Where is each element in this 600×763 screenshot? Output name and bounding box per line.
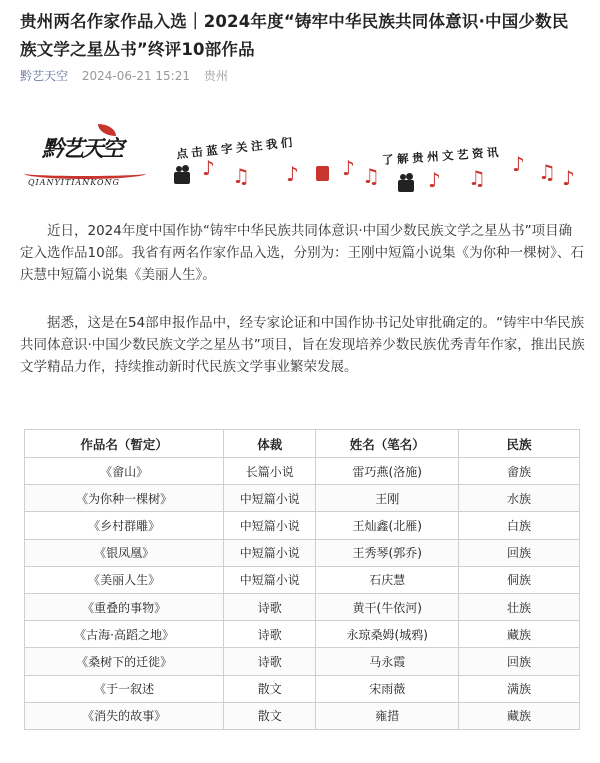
follow-banner[interactable] — [24, 122, 580, 194]
cell-ethnicity: 畲族 — [459, 458, 580, 485]
music-note-icon: ♪ — [202, 156, 215, 180]
header-author: 姓名（笔名） — [316, 430, 459, 458]
music-note-icon: ♪ — [342, 156, 355, 180]
music-note-icon: ♪ — [428, 168, 441, 192]
works-table — [24, 429, 580, 730]
cell-title: 《古海·高蹈之地》 — [25, 621, 224, 648]
music-note-icon: ♪ — [286, 162, 299, 186]
cell-genre: 诗歌 — [224, 621, 316, 648]
cell-ethnicity: 回族 — [459, 648, 580, 675]
music-note-icon: ♪ — [562, 166, 575, 190]
table-row — [25, 621, 580, 648]
table-row — [25, 539, 580, 566]
slogan-learn: 了解贵州文艺资讯 — [381, 144, 503, 168]
music-note-icon: ♫ — [468, 166, 486, 190]
header-genre: 体裁 — [224, 430, 316, 458]
music-note-icon: ♫ — [538, 160, 556, 184]
cell-author: 宋雨薇 — [316, 675, 459, 702]
paragraph-detail: 据悉，这是在54部申报作品中，经专家论证和中国作协书记处审批确定的。“铸牢中华民族共同体意识·中国少数民族文学之星丛书”项目，旨在发现培养少数民族优秀青年作家，推出民族文学精品力作，持续推动新时代民族文学事业繁荣发展。 — [20, 315, 585, 375]
cell-ethnicity: 白族 — [459, 512, 580, 539]
table-row — [25, 675, 580, 702]
cell-author: 王秀琴(郭乔) — [316, 539, 459, 566]
cell-author: 雍措 — [316, 702, 459, 729]
cell-genre: 诗歌 — [224, 648, 316, 675]
music-note-icon: ♪ — [512, 152, 525, 176]
source-link[interactable]: 黔艺天空 — [20, 69, 69, 83]
cell-author: 王刚 — [316, 485, 459, 512]
logo-text-cn: 黔艺天空 — [42, 136, 123, 162]
cell-genre: 中短篇小说 — [224, 485, 316, 512]
cell-genre: 诗歌 — [224, 593, 316, 620]
cell-genre: 中短篇小说 — [224, 512, 316, 539]
cell-title: 《银凤凰》 — [25, 539, 224, 566]
cell-genre: 散文 — [224, 675, 316, 702]
logo-text-en: QIANYITIANKONG — [28, 178, 120, 187]
cell-author: 马永霞 — [316, 648, 459, 675]
table-row — [25, 458, 580, 485]
cell-author: 石庆慧 — [316, 566, 459, 593]
table-row — [25, 702, 580, 729]
cell-ethnicity: 回族 — [459, 539, 580, 566]
header-ethnicity: 民族 — [459, 430, 580, 458]
cell-author: 王灿鑫(北雁) — [316, 512, 459, 539]
cell-genre: 散文 — [224, 702, 316, 729]
cell-author: 永琼桑姆(城鸦) — [316, 621, 459, 648]
cell-title: 《桑树下的迁徙》 — [25, 648, 224, 675]
cell-ethnicity: 壮族 — [459, 593, 580, 620]
publish-date: 2024-06-21 15:21 — [81, 69, 190, 83]
table-row — [25, 485, 580, 512]
cell-title: 《美丽人生》 — [25, 566, 224, 593]
brand-logo — [24, 124, 164, 192]
book-icon — [316, 166, 329, 181]
cell-author: 黄干(牛依河) — [316, 593, 459, 620]
article-title: 贵州两名作家作品入选｜2024年度“铸牢中华民族共同体意识·中国少数民族文学之星丛书”终评10部作品 — [20, 12, 569, 59]
publish-location: 贵州 — [203, 69, 228, 83]
cell-ethnicity: 侗族 — [459, 566, 580, 593]
cell-genre: 长篇小说 — [224, 458, 316, 485]
cell-author: 雷巧燕(洛施) — [316, 458, 459, 485]
cell-ethnicity: 藏族 — [459, 702, 580, 729]
music-note-icon: ♫ — [232, 164, 250, 188]
cell-title: 《重叠的事物》 — [25, 593, 224, 620]
camera-icon — [174, 172, 190, 184]
cell-genre: 中短篇小说 — [224, 539, 316, 566]
paragraph-intro: 近日，2024年度中国作协“铸牢中华民族共同体意识·中国少数民族文学之星丛书”项目确定入选作品10部。我省有两名作家作品入选，分别为：王刚中短篇小说集《为你种一棵树》、石庆慧中短篇小说集《美丽人生》。 — [20, 223, 584, 283]
cell-genre: 中短篇小说 — [224, 566, 316, 593]
camera-icon — [398, 180, 414, 192]
article-meta — [20, 67, 238, 84]
cell-title: 《消失的故事》 — [25, 702, 224, 729]
cell-title: 《乡村群雕》 — [25, 512, 224, 539]
cell-title: 《于一叙述 — [25, 675, 224, 702]
table-row — [25, 648, 580, 675]
slogan-follow[interactable]: 点击蓝字关注我们 — [175, 134, 297, 162]
music-note-icon: ♫ — [362, 164, 380, 188]
table-row — [25, 566, 580, 593]
table-row — [25, 512, 580, 539]
cell-title: 《为你种一棵树》 — [25, 485, 224, 512]
table-header-row — [25, 430, 580, 458]
cell-ethnicity: 满族 — [459, 675, 580, 702]
header-title: 作品名（暂定） — [25, 430, 224, 458]
table-row — [25, 593, 580, 620]
cell-title: 《畲山》 — [25, 458, 224, 485]
cell-ethnicity: 藏族 — [459, 621, 580, 648]
cell-ethnicity: 水族 — [459, 485, 580, 512]
